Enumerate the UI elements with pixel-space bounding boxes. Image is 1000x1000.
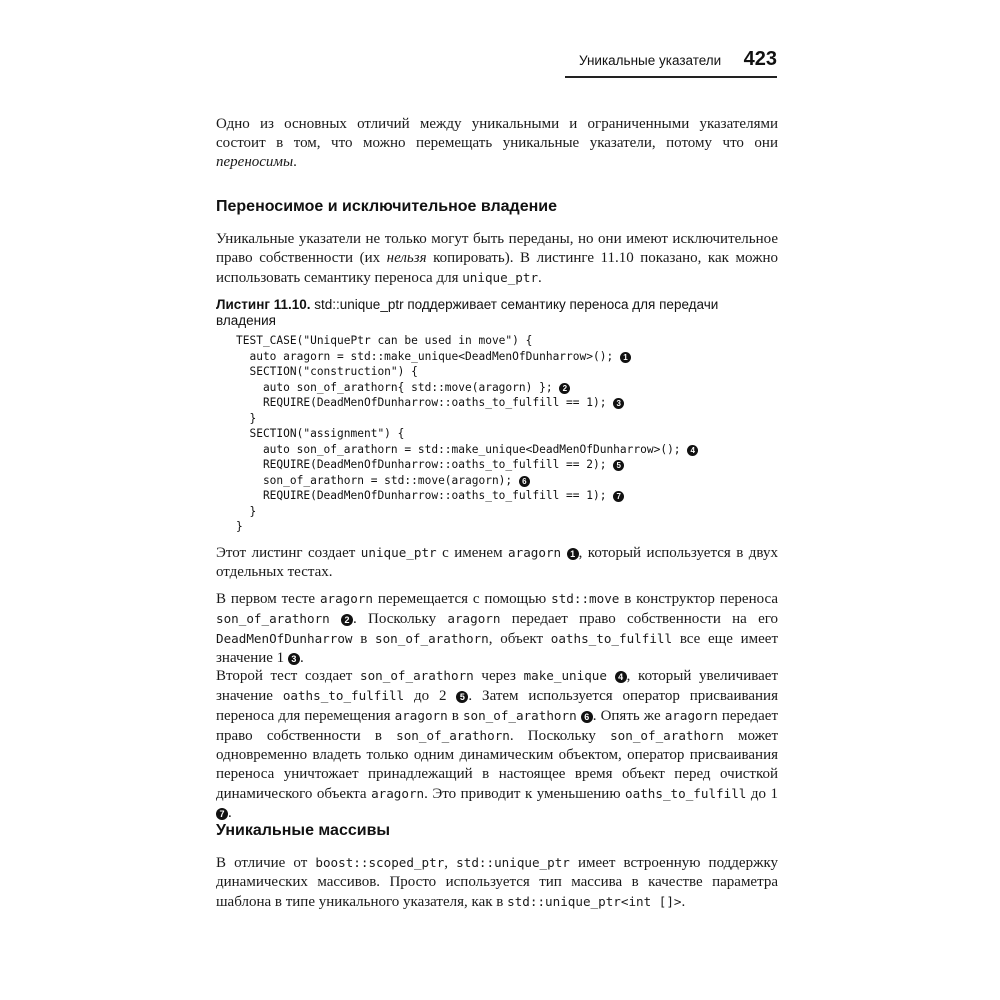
callout-marker: 5 [613,460,624,471]
callout-marker: 3 [613,398,624,409]
callout-marker: 3 [288,653,300,665]
paragraph-text: . [538,270,542,286]
intro-emphasis: переносимы [216,154,294,170]
inline-code: aragorn [319,591,374,606]
inline-code: std::unique_ptr<int []> [507,894,682,909]
callout-marker: 4 [687,445,698,456]
paragraph-first-test: В первом тесте aragorn перемещается с помощью std::move в конструктор переноса son_of_arathorn 2 . Поскольку aragorn передает право собственности на его DeadMenOfDunharrow в son_of_arathorn, объект oaths_to_fulfill все еще имеет значение 1 3 . [216,591,779,666]
code-line: TEST_CASE("UniquePtr can be used in move") { [236,334,533,347]
inline-code: aragorn [371,786,425,801]
code-line: auto son_of_arathorn = std::make_unique<DeadMenOfDunharrow>(); 4 [236,443,698,456]
paragraph-listing-summary: Этот листинг создает unique_ptr с именем aragorn 1 , который используется в двух отдельных тестах. [216,545,778,580]
section2-paragraph: В отличие от boost::scoped_ptr, std::unique_ptr имеет встроенную поддержку динамических массивов. Просто используется тип массива в качестве параметра шаблона в типе уникального указателя, как в std::unique_ptr<int []>. [216,855,779,910]
page-number: 423 [743,48,777,70]
code-line: auto son_of_arathorn{ std::move(aragorn) }; 2 [236,381,570,394]
listing-label: Листинг 11.10. [216,297,311,312]
inline-code: aragorn [394,708,448,723]
inline-code: boost::scoped_ptr [315,855,445,870]
callout-marker: 6 [519,476,530,487]
inline-code: son_of_arathorn [610,728,724,743]
header-title: Уникальные указатели [579,53,722,68]
running-header [565,49,777,73]
listing-caption [216,297,778,329]
code-line: } [236,504,257,518]
code-line: REQUIRE(DeadMenOfDunharrow::oaths_to_fulfill == 1); 3 [236,396,624,409]
listing-caption-text: std::unique_ptr поддерживает семантику переноса для передачи владения [216,297,719,328]
code-line: son_of_arathorn = std::move(aragorn); 6 [236,474,530,487]
inline-code: son_of_arathorn [216,611,330,626]
code-line: REQUIRE(DeadMenOfDunharrow::oaths_to_fulfill == 1); 7 [236,489,624,502]
paragraph-emphasis: нельзя [386,250,427,266]
inline-code: std::move [551,591,620,606]
inline-code: DeadMenOfDunharrow [216,631,353,646]
callout-marker: 1 [567,548,579,560]
inline-code: oaths_to_fulfill [625,786,747,801]
code-line: auto aragorn = std::make_unique<DeadMenOfDunharrow>(); 1 [236,350,631,363]
callout-marker: 7 [216,808,228,820]
callout-marker: 1 [620,352,631,363]
code-line: SECTION("construction") { [236,365,418,378]
code-line: } [236,520,243,533]
section-heading-arrays: Уникальные массивы [216,822,391,839]
callout-marker: 2 [341,614,353,626]
intro-text: . [293,154,297,170]
header-rule [565,76,777,78]
code-line: } [236,411,257,425]
inline-code: oaths_to_fulfill [282,688,405,703]
inline-code: aragorn [664,708,718,723]
intro-text: Одно из основных отличий между уникальными и ограниченными указателями состоит в том, что можно перемещать уникальные указатели, потому что они [216,116,778,151]
section1-paragraph [216,230,778,288]
inline-code: unique_ptr [360,545,437,560]
inline-code: son_of_arathorn [462,708,577,723]
inline-code: oaths_to_fulfill [550,631,673,646]
code-listing [236,333,698,535]
callout-marker: 7 [613,491,624,502]
inline-code: aragorn [447,611,501,626]
section-heading-transferable: Переносимое и исключительное владение [216,198,557,215]
inline-code: son_of_arathorn [375,631,489,646]
paragraph-text: копировать). В листинге 11.10 показано, как можно использовать семантику переноса для [216,250,778,286]
inline-code: aragorn [508,545,562,560]
inline-code: son_of_arathorn [360,668,474,683]
code-line: REQUIRE(DeadMenOfDunharrow::oaths_to_fulfill == 2); 5 [236,458,624,471]
callout-marker: 5 [456,691,468,703]
paragraph-text: Уникальные указатели не только могут быть переданы, но они имеют исключительное право собственности (их [216,231,778,266]
intro-paragraph [216,115,778,172]
inline-code: make_unique [523,668,607,683]
callout-marker: 2 [559,383,570,394]
callout-marker: 4 [615,671,627,683]
paragraph-second-test: Второй тест создает son_of_arathorn через make_unique 4 , который увеличивает значение oaths_to_fulfill до 2 5 . Затем используется оператор присваивания переноса для перемещения aragorn в son_of_arathorn 6 . Опять же aragorn передает право собственности в son_of_arathorn. Поскольку son_of_arathorn может одновременно владеть только одним динамическим объектом, оператор присваивания переноса уничтожает принадлежащий в настоящее время объект перед очисткой динамического объекта aragorn. Это приводит к уменьшению oaths_to_fulfill до 1 7 . [216,668,779,821]
inline-code: unique_ptr [462,270,539,285]
inline-code: son_of_arathorn [396,728,510,743]
code-line: SECTION("assignment") { [236,427,405,440]
callout-marker: 6 [581,711,593,723]
inline-code: std::unique_ptr [456,855,570,870]
